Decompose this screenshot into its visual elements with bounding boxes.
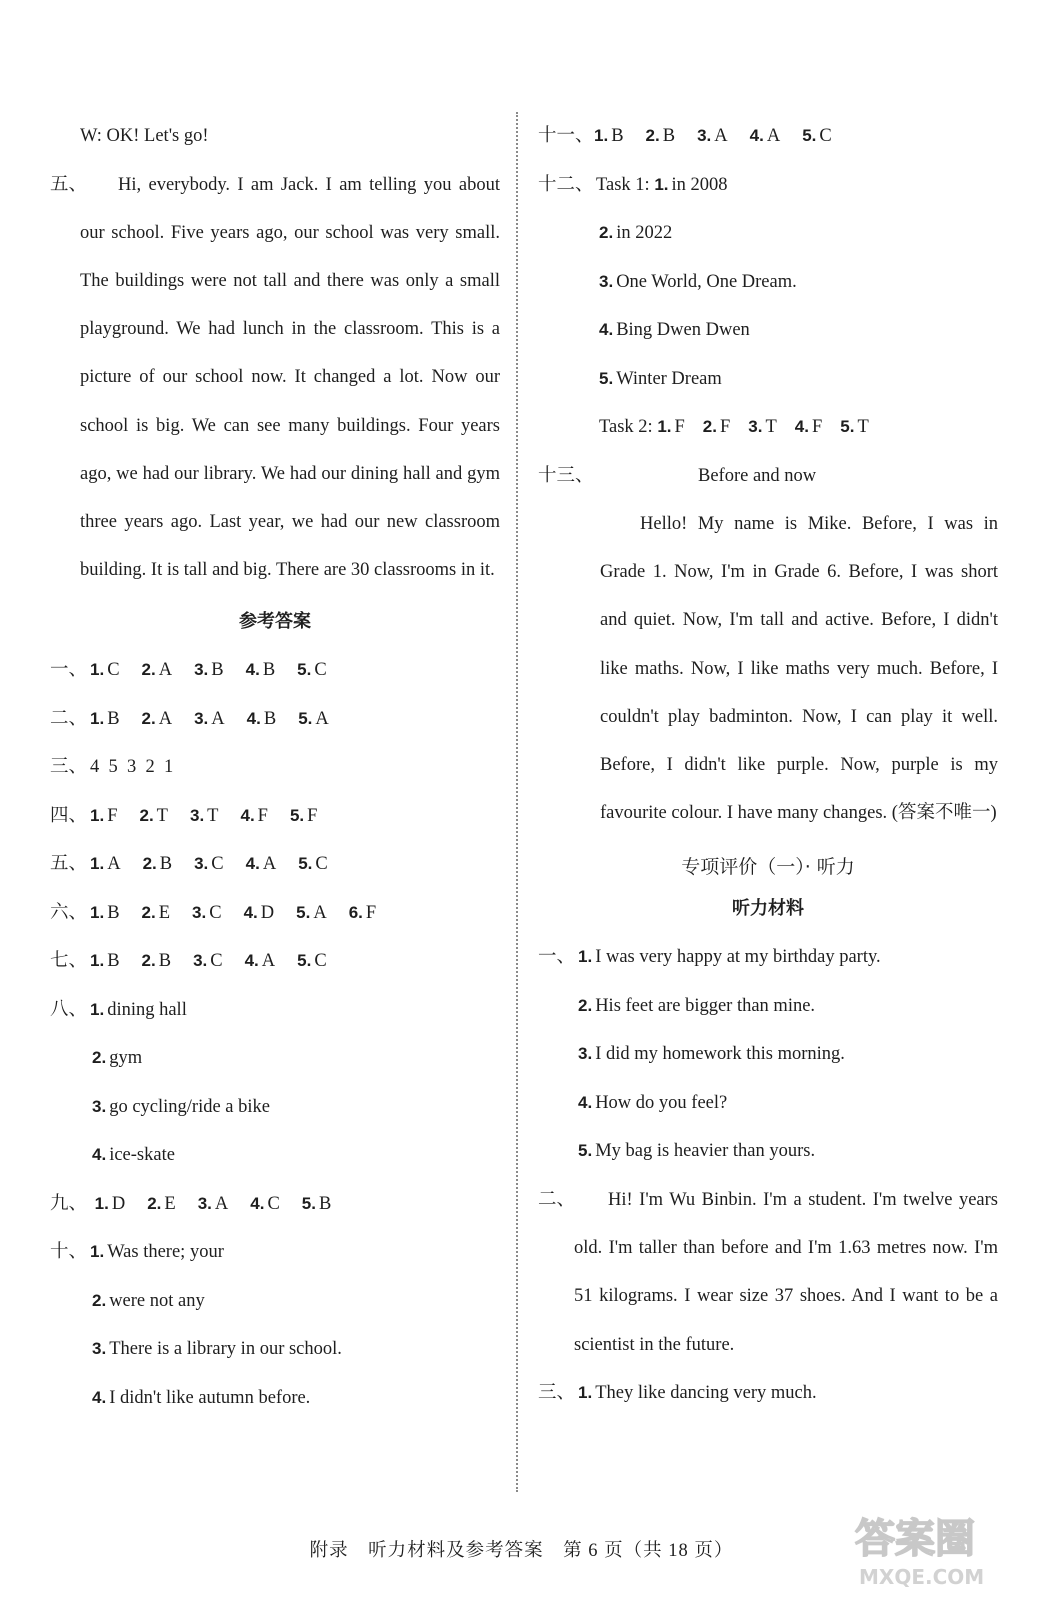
answer-text: in 2008 [671, 174, 728, 195]
answer-item [90, 889, 120, 938]
answer-item [90, 646, 120, 695]
item-number: 2. [702, 417, 717, 436]
item-number: 3. [92, 1096, 107, 1116]
answer-text: E [164, 1193, 176, 1214]
listening-heading: 听力材料 [732, 898, 804, 920]
answer-row [50, 743, 500, 792]
section-label: 三、 [50, 757, 88, 778]
answer-text: A [158, 660, 173, 681]
item-number: 3. [194, 660, 209, 680]
answer-text: B [107, 708, 120, 729]
answer-item [190, 792, 219, 841]
answer-item [298, 840, 328, 889]
answer-text: There is a library in our school. [109, 1339, 342, 1360]
answer-row [50, 646, 500, 695]
listening-1 [538, 933, 998, 1176]
answer-text: Winter Dream [616, 368, 722, 389]
section-8 [50, 986, 500, 1180]
item-number: 5. [297, 660, 312, 680]
passage-text: Hi, everybody. I am Jack. I am telling you about our school. Five years ago, our school was very small. The buildings were not tall and there was only a small playground. We had lunch in the classroom. This is a picture of our school now. It changed a lot. Now our school is big. We can see many buildings. Four years ago, we had our library. We had our dining hall and gym three years ago. Last year, we had our new classroom building. It is tall and big. There are 30 classrooms in it. [80, 174, 500, 581]
answer-rows [50, 646, 500, 986]
item-number: 3. [192, 902, 207, 922]
item-number: 5. [297, 951, 312, 971]
answer-item [297, 646, 327, 695]
item-number: 1. [90, 660, 105, 680]
item-number: 2. [147, 1193, 162, 1213]
answer-text: B [662, 126, 676, 146]
answer-item [192, 889, 222, 938]
section-12 [538, 161, 998, 452]
answer-item [90, 937, 120, 986]
section-label: 九、 [50, 1193, 88, 1214]
item-number: 4. [578, 1092, 593, 1112]
answer-row [50, 792, 500, 841]
answer-text: C [211, 854, 224, 875]
item-number: 3. [578, 1044, 593, 1064]
answer-item [240, 792, 267, 841]
answer-item [244, 889, 275, 938]
answer-item [194, 646, 224, 695]
answer-text: A [214, 1193, 229, 1214]
sentence-text: How do you feel? [595, 1092, 728, 1113]
answer-text: F [307, 805, 318, 826]
answer-text: B [211, 660, 224, 681]
answer-text: C [314, 660, 327, 681]
answer-row [50, 889, 500, 938]
answer-text: B [107, 951, 120, 972]
item-number: 1. [90, 1242, 105, 1262]
section-label: 三、 [538, 1382, 576, 1403]
right-column [538, 112, 998, 1417]
item-number: 2. [141, 660, 156, 680]
answer-text: B [262, 660, 276, 681]
item-number: 5. [599, 368, 614, 388]
section-label: 一、 [538, 947, 576, 968]
item-number: 3. [92, 1339, 107, 1359]
answer-item [142, 937, 172, 986]
column-divider [516, 112, 518, 1492]
item-number: 1. [90, 999, 105, 1019]
answer-text: F [719, 417, 731, 437]
answer-text: T [207, 805, 219, 826]
item-number: 2. [141, 902, 156, 922]
answer-item [142, 646, 173, 695]
section-10 [50, 1228, 500, 1422]
section-label: 六、 [50, 902, 88, 923]
answer-text: C [315, 854, 328, 875]
answer-text: B [107, 902, 120, 923]
answer-item [247, 695, 277, 744]
answer-text: B [611, 126, 624, 146]
item-number: 2. [139, 805, 154, 825]
item-number: 2. [142, 854, 157, 874]
answer-row [50, 937, 500, 986]
section-label: 十三、 [538, 465, 594, 486]
answer-text: Bing Dwen Dwen [616, 320, 750, 340]
answer-text: Was there; your [107, 1242, 224, 1263]
special-section-title: 专项评价（一）· 听力 [681, 856, 855, 879]
item-number: 2. [92, 1048, 107, 1068]
answer-item [139, 792, 168, 841]
section-11 [538, 112, 998, 161]
item-number: 4. [92, 1145, 107, 1165]
item-number: 4. [243, 902, 258, 922]
item-number: 3. [189, 805, 205, 825]
item-number: 2. [599, 223, 614, 242]
item-number: 1. [578, 947, 593, 967]
item-number: 3. [697, 126, 712, 145]
answer-item [296, 889, 327, 938]
listening-3 [538, 1369, 998, 1418]
item-number: 2. [645, 126, 660, 145]
item-number: 2. [141, 708, 156, 728]
item-number: 3. [599, 271, 614, 291]
section-label: 十、 [50, 1242, 88, 1263]
answer-item [90, 840, 121, 889]
answer-text: gym [109, 1048, 143, 1069]
answer-text: F [107, 805, 118, 826]
section-label: 四、 [50, 805, 88, 826]
answer-item [246, 646, 276, 695]
watermark-line-2: MXQE.COM [859, 1565, 985, 1589]
item-number: 4. [794, 417, 809, 436]
section-label: 十二、 [538, 174, 594, 195]
answer-text: F [365, 902, 377, 923]
answer-item [90, 792, 117, 841]
answer-text: E [158, 902, 171, 923]
item-number: 1. [594, 126, 609, 145]
item-number: 1. [90, 708, 105, 728]
item-number: 3. [748, 417, 763, 436]
answer-item [290, 792, 317, 841]
answer-text: B [263, 708, 277, 729]
item-number: 4. [749, 126, 764, 145]
item-number: 5. [840, 417, 855, 436]
item-number: 3. [197, 1193, 212, 1213]
item-number: 4. [240, 805, 255, 825]
answer-text: D [111, 1193, 126, 1214]
answer-text: ice-skate [109, 1145, 175, 1166]
answer-item [90, 695, 120, 744]
answer-text: I didn't like autumn before. [109, 1387, 311, 1408]
item-number: 1. [90, 951, 105, 971]
answer-item [194, 840, 224, 889]
answer-item [298, 695, 329, 744]
answer-text: 4 5 3 2 1 [90, 757, 174, 778]
answer-text: T [857, 417, 869, 437]
item-number: 4. [599, 320, 614, 339]
section-13 [538, 452, 998, 838]
answer-item [246, 840, 277, 889]
answer-row [50, 840, 500, 889]
answer-text: A [714, 126, 728, 146]
item-number: 5. [802, 126, 817, 145]
answer-text: A [313, 902, 327, 923]
answer-text: T [156, 805, 168, 826]
item-number: 1. [90, 805, 105, 825]
item-number: 5. [578, 1141, 593, 1161]
answer-text: A [107, 854, 121, 875]
answer-text: A [261, 951, 276, 972]
answer-text: C [209, 902, 222, 923]
section-label: 十一、 [538, 126, 594, 146]
answer-row [50, 695, 500, 744]
item-number: 1. [578, 1382, 593, 1402]
item-number: 5. [296, 902, 311, 922]
answer-text: were not any [109, 1290, 205, 1311]
answer-text: C [107, 660, 120, 681]
section-5-passage [50, 161, 500, 595]
left-column [50, 112, 500, 1422]
sentence-text: My bag is heavier than yours. [595, 1141, 816, 1162]
item-number: 1. [94, 1193, 109, 1213]
sentence-text: They like dancing very much. [595, 1382, 817, 1403]
section-9 [50, 1180, 500, 1229]
answer-item [349, 889, 376, 938]
answer-item [245, 937, 276, 986]
answer-text: F [257, 805, 268, 826]
dialog-line: W: OK! Let's go! [80, 126, 209, 146]
item-number: 1. [654, 174, 669, 194]
item-number: 6. [348, 902, 363, 922]
item-number: 2. [141, 951, 156, 971]
watermark-logo [845, 1506, 1015, 1590]
item-number: 4. [244, 951, 259, 971]
sentence-text: I did my homework this morning. [595, 1044, 845, 1065]
answer-text: A [262, 854, 277, 875]
passage-text: Hi! I'm Wu Binbin. I'm a student. I'm twelve years old. I'm taller than before and I'm 1.63 metres now. I'm 51 kilograms. I wear size 37 shoes. And I want to be a scientist in the future. [574, 1189, 998, 1355]
answer-text: One World, One Dream. [616, 271, 797, 292]
item-number: 4. [246, 708, 261, 728]
answer-text: C [210, 951, 223, 972]
item-number: 1. [657, 417, 672, 436]
answer-text: F [811, 417, 823, 437]
answer-text: B [318, 1193, 332, 1214]
answer-text: F [674, 417, 685, 437]
item-number: 5. [298, 708, 313, 728]
answer-text: C [314, 951, 327, 972]
item-number: 4. [92, 1387, 107, 1407]
item-number: 5. [298, 854, 313, 874]
answer-text: B [158, 951, 172, 972]
section-label: 七、 [50, 951, 88, 972]
answer-text: D [260, 902, 275, 923]
section-label: 五、 [50, 174, 88, 195]
item-number: 5. [289, 805, 305, 825]
sentence-text: His feet are bigger than mine. [595, 995, 816, 1016]
answer-text: in 2022 [616, 223, 673, 243]
listening-2 [538, 1176, 998, 1369]
item-number: 4. [245, 854, 260, 874]
item-number: 2. [92, 1290, 107, 1310]
page-footer: 附录 听力材料及参考答案 第 6 页（共 18 页） [309, 1541, 734, 1561]
section-label: 八、 [50, 999, 88, 1020]
answer-item [193, 937, 223, 986]
answer-text: A [211, 708, 225, 729]
essay-text: Hello! My name is Mike. Before, I was in Grade 1. Now, I'm in Grade 6. Before, I was short and quiet. Now, I'm tall and active. Before, I didn't like maths. Now, I like maths very much. Before, I couldn't play badminton. Now, I can play it well. Before, I didn't like purple. Now, purple is my favourite colour. I have many changes. (答案不唯一) [600, 514, 998, 824]
section-label: 二、 [50, 708, 88, 729]
answer-text: C [267, 1193, 280, 1214]
item-number: 5. [301, 1193, 316, 1213]
answer-text: T [765, 417, 777, 437]
answer-text: C [819, 126, 832, 146]
item-number: 4. [250, 1193, 265, 1213]
answer-text: B [159, 854, 173, 875]
answer-item [143, 840, 173, 889]
answer-item [142, 889, 171, 938]
task-label: Task 1: [596, 174, 650, 195]
item-number: 3. [194, 854, 209, 874]
answer-item [194, 695, 225, 744]
answer-text: A [158, 708, 173, 729]
item-number: 1. [90, 902, 105, 922]
answer-text: A [315, 708, 329, 729]
task-label: Task 2: [599, 417, 653, 437]
watermark-line-1: 答案圈 [855, 1516, 975, 1562]
answer-item [142, 695, 173, 744]
answer-item [297, 937, 327, 986]
section-label: 二、 [538, 1189, 576, 1210]
section-label: 五、 [50, 854, 88, 875]
item-number: 3. [193, 951, 208, 971]
item-number: 1. [90, 854, 105, 874]
item-number: 3. [194, 708, 209, 728]
essay-title: Before and now [698, 465, 817, 486]
sentence-text: I was very happy at my birthday party. [595, 947, 881, 968]
answers-heading: 参考答案 [239, 611, 311, 633]
answer-text: A [766, 126, 781, 146]
section-label: 一、 [50, 660, 88, 681]
item-number: 2. [578, 995, 593, 1015]
answer-text: dining hall [107, 999, 187, 1020]
answer-text: go cycling/ride a bike [109, 1096, 270, 1117]
item-number: 4. [245, 660, 260, 680]
